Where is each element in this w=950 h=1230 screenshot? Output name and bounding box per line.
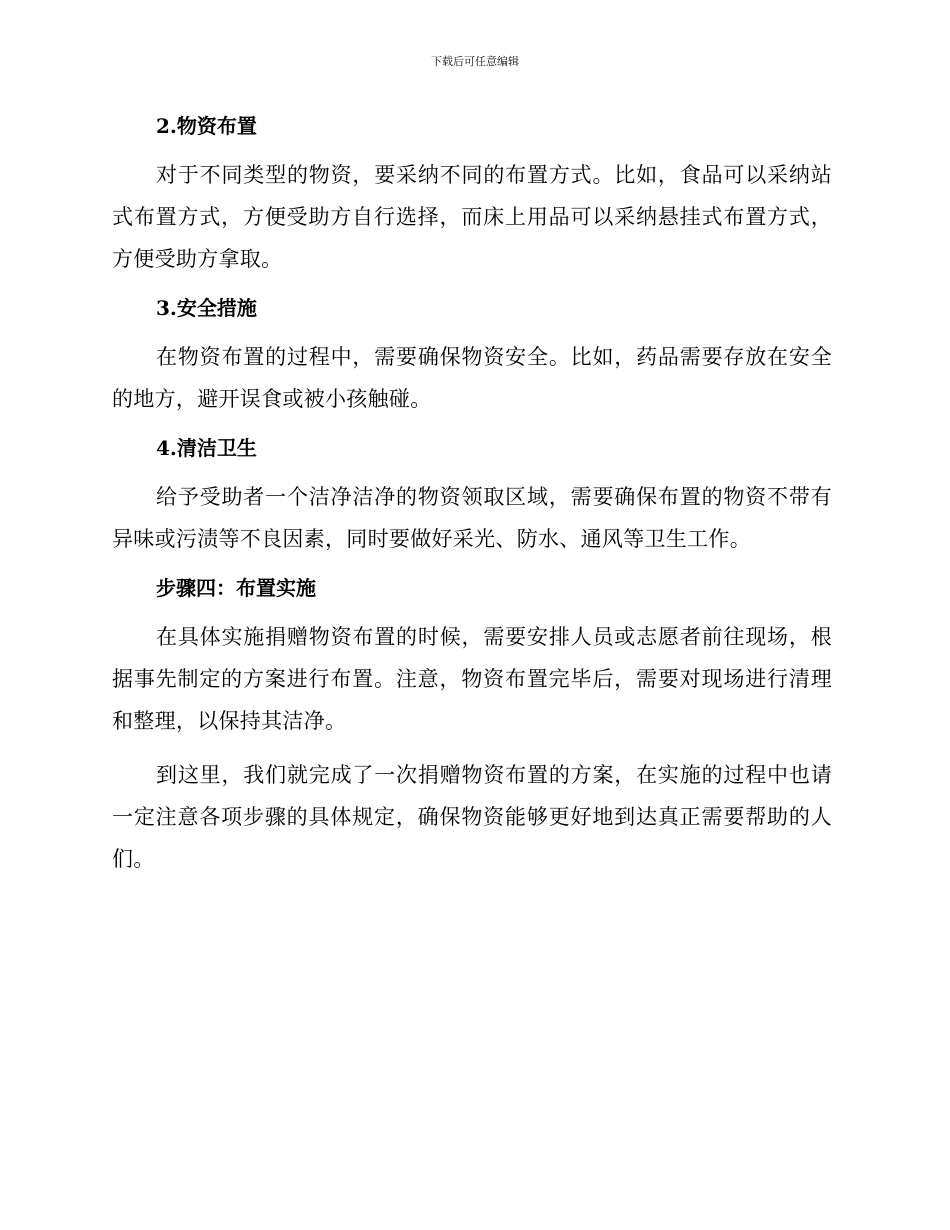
document-body [112,110,832,880]
section-paragraph-safety-measures: 在物资布置的过程中，需要确保物资安全。比如，药品需要存放在安全的地方，避开误食或被小孩触碰。 [112,345,832,411]
section-heading-step-four: 步骤四：布置实施 [156,576,316,600]
closing-paragraph: 到这里，我们就完成了一次捐赠物资布置的方案，在实施的过程中也请一定注意各项步骤的具体规定，确保物资能够更好地到达真正需要帮助的人们。 [112,763,832,871]
section-heading-material-arrangement: 2.物资布置 [156,114,257,138]
page-header: 下载后可任意编辑 [431,55,519,68]
section-paragraph-step-four: 在具体实施捐赠物资布置的时候，需要安排人员或志愿者前往现场，根据事先制定的方案进行布置。注意，物资布置完毕后，需要对现场进行清理和整理，以保持其洁净。 [112,625,832,733]
section-heading-cleaning-hygiene: 4.清洁卫生 [156,436,257,460]
section-paragraph-material-arrangement: 对于不同类型的物资，要采纳不同的布置方式。比如，食品可以采纳站式布置方式，方便受助方自行选择，而床上用品可以采纳悬挂式布置方式，方便受助方拿取。 [112,163,832,271]
section-heading-safety-measures: 3.安全措施 [156,296,257,320]
section-paragraph-cleaning-hygiene: 给予受助者一个洁净洁净的物资领取区域，需要确保布置的物资不带有异味或污渍等不良因素，同时要做好采光、防水、通风等卫生工作。 [112,485,832,551]
